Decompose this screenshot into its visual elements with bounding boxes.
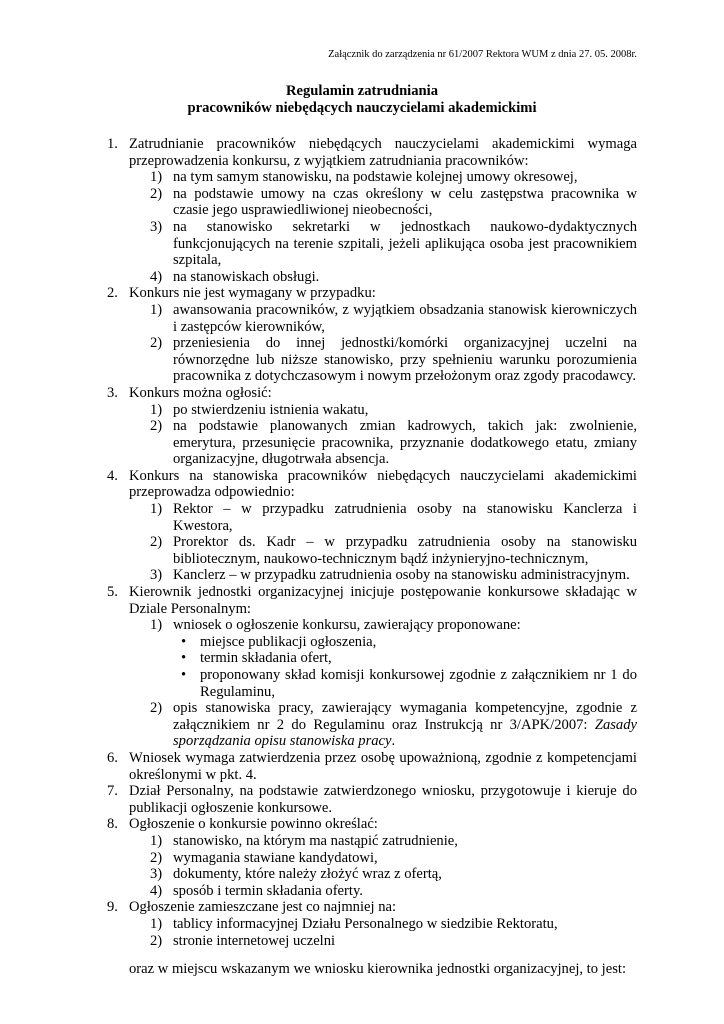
sub-item-text: na stanowiskach obsługi. — [173, 268, 320, 285]
bullet-item — [181, 634, 637, 651]
bullet-text: proponowany skład komisji konkursowej zgodnie z załącznikiem nr 1 do Regulaminu, — [200, 667, 637, 700]
section-number: 4. — [107, 467, 118, 484]
section-number: 7. — [107, 783, 118, 800]
sub-item-text: na podstawie planowanych zmian kadrowych, takich jak: zwolnienie, emerytura, przesunięcie pracownika, przyznanie dodatkowego etatu, zmiany organizacyjne, długotrwała absencja. — [173, 418, 637, 468]
sub-item-text: na stanowisko sekretarki w jednostkach naukowo-dydaktycznych funkcjonujących na terenie szpitali, jeżeli aplikująca osoba jest pracownikiem szpitala, — [173, 218, 637, 269]
section-2 — [107, 285, 637, 385]
section-number: 6. — [107, 749, 118, 766]
sub-item-number: 1) — [150, 915, 163, 932]
section-3 — [107, 385, 637, 468]
sub-item-number: 4) — [150, 882, 163, 899]
section-text: Ogłoszenie zamieszczane jest co najmniej na: — [129, 899, 397, 916]
section-4 — [107, 468, 637, 584]
sub-item-number: 1) — [150, 832, 163, 849]
section-number: 3. — [107, 384, 118, 401]
sub-item-text — [173, 700, 637, 750]
section-text: Dział Personalny, na podstawie zatwierdzonego wniosku, przygotowuje i kieruje do publikacji ogłoszenie konkursowe. — [129, 783, 637, 816]
sub-item-text: stronie internetowej uczelni — [173, 932, 336, 949]
sub-item-text: wymagania stawiane kandydatowi, — [173, 849, 378, 866]
sub-item — [150, 617, 637, 634]
bullet-text: termin składania ofert, — [200, 650, 332, 667]
sub-item-number: 1) — [150, 301, 163, 318]
sub-item-number: 1) — [150, 617, 163, 634]
sub-item-number: 3) — [150, 866, 163, 883]
sub-item — [150, 916, 637, 933]
sub-item — [150, 269, 637, 286]
section-7 — [107, 783, 637, 816]
section-5 — [107, 584, 637, 750]
bullet-item — [181, 650, 637, 667]
section-number: 5. — [107, 584, 118, 601]
document-title-line-2: pracowników niebędących nauczycielami akademickimi — [187, 100, 537, 116]
sub-item — [150, 833, 637, 850]
sub-list — [150, 302, 637, 385]
section-number: 8. — [107, 816, 118, 833]
section-1 — [107, 136, 637, 285]
sub-item-number: 2) — [150, 418, 163, 435]
bullet-icon: • — [181, 650, 187, 667]
section-text: Wniosek wymaga zatwierdzenia przez osobę upoważnioną, zgodnie z kompetencjami określonymi w pkt. 4. — [129, 749, 637, 783]
sub-item-text: Rektor – w przypadku zatrudnienia osoby na stanowisku Kanclerza i Kwestora, — [173, 501, 637, 534]
sub-item-number: 3) — [150, 567, 163, 584]
sub-item-text: tablicy informacyjnej Działu Personalnego w siedzibie Rektoratu, — [173, 915, 558, 932]
sub-item-text: przeniesienia do innej jednostki/komórki organizacyjnej uczelni na równorzędne lub niższe stanowisko, przy spełnieniu warunku porozumienia pracownika z dotychczasowym i nowym przełożonym oraz zgody pracodawcy. — [173, 335, 637, 385]
bullet-icon: • — [181, 667, 187, 683]
section-text: Zatrudnianie pracowników niebędących nauczycielami akademickimi wymaga przeprowadzenia konkursu, z wyjątkiem zatrudniania pracowników: — [129, 136, 637, 169]
sub-item-text: stanowisko, na którym ma nastąpić zatrudnienie, — [173, 832, 458, 849]
sub-item — [150, 402, 637, 419]
section-number: 2. — [107, 285, 118, 302]
sub-item — [150, 335, 637, 385]
sub-item — [150, 866, 637, 883]
section-6 — [107, 750, 637, 783]
section-number: 1. — [107, 136, 118, 152]
sub-item-text: Prorektor ds. Kadr – w przypadku zatrudnienia osoby na stanowisku bibliotecznym, naukowo-technicznym bądź inżynieryjno-technicznym, — [173, 534, 637, 567]
sub-item-text: Kanclerz – w przypadku zatrudnienia osoby na stanowisku administracyjnym. — [173, 567, 630, 584]
regulation-list — [107, 136, 637, 949]
sub-item — [150, 850, 637, 867]
sub-item-text: dokumenty, które należy złożyć wraz z ofertą, — [173, 866, 442, 883]
sub-item-text: po stwierdzeniu istnienia wakatu, — [173, 401, 369, 418]
sub-item — [150, 534, 637, 567]
attachment-header: Załącznik do zarządzenia nr 61/2007 Rektora WUM z dnia 27. 05. 2008r. — [328, 49, 637, 60]
sub-item — [150, 418, 637, 468]
sub-list — [150, 169, 637, 285]
sub-item-number: 1) — [150, 401, 163, 418]
bullet-item — [181, 667, 637, 700]
sub-item-number: 3) — [150, 218, 163, 235]
sub-item-text: na podstawie umowy na czas określony w celu zastępstwa pracownika w czasie jego usprawiedliwionej nieobecności, — [173, 185, 637, 219]
section-text: Konkurs na stanowiska pracowników niebędących nauczycielami akademickimi przeprowadza odpowiednio: — [129, 467, 637, 501]
sub-item — [150, 169, 637, 186]
section-text: Kierownik jednostki organizacyjnej inicjuje postępowanie konkursowe składając w Dziale Personalnym: — [129, 584, 637, 617]
bullet-text: miejsce publikacji ogłoszenia, — [200, 633, 377, 650]
section-9 — [107, 899, 637, 949]
sub-item — [150, 933, 637, 950]
sub-item-number: 2) — [150, 849, 163, 866]
instruction-title: Zasady sporządzania opisu stanowiska pracy — [173, 716, 637, 750]
sub-list — [150, 402, 637, 468]
sub-item — [150, 883, 637, 900]
sub-item-text: sposób i termin składania oferty. — [173, 882, 363, 899]
sub-item-number: 1) — [150, 169, 163, 186]
sub-item-number: 2) — [150, 534, 163, 551]
sub-item-number: 2) — [150, 185, 163, 202]
sub-list — [150, 501, 637, 584]
sub-item — [150, 219, 637, 269]
sub-item-number: 1) — [150, 501, 163, 518]
section-text: Konkurs można ogłosić: — [129, 384, 272, 401]
section-number: 9. — [107, 899, 118, 916]
sub-item-number: 4) — [150, 268, 163, 285]
sub-list — [150, 833, 637, 899]
sub-item — [150, 501, 637, 534]
sub-item-number: 2) — [150, 335, 163, 352]
bullet-list — [181, 634, 637, 700]
sub-item-main-text: opis stanowiska pracy, zawierający wymagania kompetencyjne, zgodnie z załącznikiem nr 2 do Regulaminu oraz Instrukcją nr 3/APK/2007: — [173, 700, 637, 733]
bullet-icon: • — [181, 633, 187, 650]
sub-list — [150, 617, 637, 634]
sub-item-number: 2) — [150, 932, 163, 949]
sub-item — [150, 567, 637, 584]
section-8 — [107, 816, 637, 899]
sub-item-text: awansowania pracowników, z wyjątkiem obsadzania stanowisk kierowniczych i zastępców kierowników, — [173, 301, 637, 335]
sub-item — [150, 302, 637, 335]
sub-item-number: 2) — [150, 700, 163, 717]
section-text: Ogłoszenie o konkursie powinno określać: — [129, 816, 378, 833]
section-text: Konkurs nie jest wymagany w przypadku: — [129, 285, 376, 302]
sub-item — [150, 186, 637, 219]
sub-list — [150, 916, 637, 949]
sub-item-text: na tym samym stanowisku, na podstawie kolejnej umowy okresowej, — [173, 169, 578, 186]
sub-list — [150, 700, 637, 750]
sub-item — [150, 700, 637, 750]
document-title-line-1: Regulamin zatrudniania — [285, 83, 439, 99]
trailing-text: oraz w miejscu wskazanym we wniosku kierownika jednostki organizacyjnej, to jest: — [129, 961, 627, 977]
sentence-end: . — [391, 733, 396, 750]
sub-item-text: wniosek o ogłoszenie konkursu, zawierający proponowane: — [173, 617, 521, 634]
